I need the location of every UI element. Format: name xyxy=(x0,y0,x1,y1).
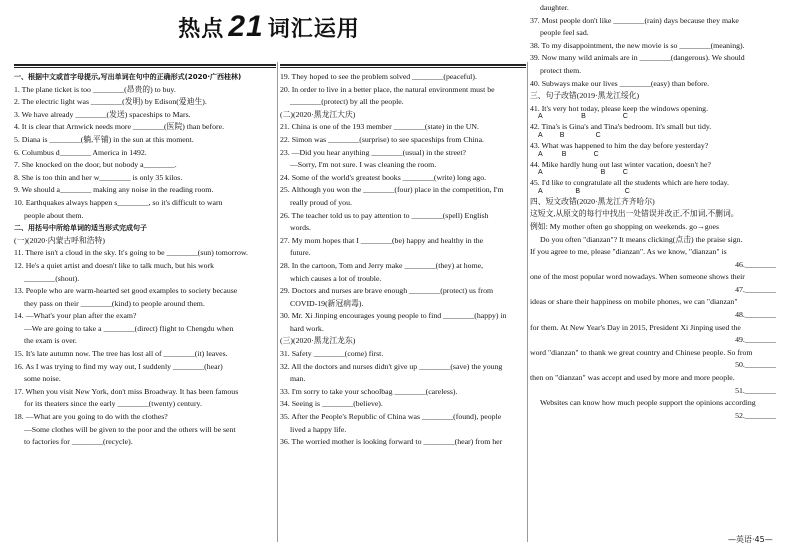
text-line: daughter. xyxy=(540,3,569,12)
text-line: 四、短文改错(2020·黑龙江齐齐哈尔) xyxy=(530,196,655,206)
text-line: then on "dianzan" was accept and used by more and more people. xyxy=(530,373,735,383)
text-line: 30. Mr. Xi Jinping encourages young people to find ________(happy) in xyxy=(280,311,507,321)
text-line: 47.________ xyxy=(735,284,776,294)
text-line: which causes a lot of trouble. xyxy=(290,273,382,283)
text-line: 38. To my disappointment, the new movie is so ________(meaning). xyxy=(530,40,745,50)
text-line: (一)(2020·内蒙古呼和浩特) xyxy=(14,235,105,245)
text-line: 50.________ xyxy=(735,360,776,370)
text-line: 32. All the doctors and nurses didn't give up ________(save) the young xyxy=(280,361,503,371)
text-line: 33. I'm sorry to take your schoolbag ________(careless). xyxy=(280,386,458,396)
text-line: 10. Earthquakes always happen s________, so it's difficult to warn xyxy=(14,197,223,207)
text-line: people about them. xyxy=(24,210,84,220)
text-line: 12. He's a quiet artist and doesn't like to talk much, but his work xyxy=(14,260,215,270)
text-line: 9. We should a________ making any noise in the reading room. xyxy=(14,185,214,195)
text-line: 1. The plane ticket is too ________(昂贵的) to buy. xyxy=(14,84,176,94)
text-line: —Some clothes will be given to the poor and the others will be sent xyxy=(24,424,236,434)
text-line: Do you often "dianzan"? It means clicking(点击) the praise sign. xyxy=(540,234,743,244)
text-line: 13. People who are warm-hearted set good examples to society because xyxy=(14,286,238,296)
text-line: 27. My mom hopes that I ________(be) happy and healthy in the xyxy=(280,235,484,245)
text-line: 例如: My mother often go shopping on weekends. go→goes xyxy=(530,221,720,231)
title-text: 词汇运用 xyxy=(267,17,360,42)
text-line: hard work. xyxy=(290,323,324,333)
text-line: 7. She knocked on the door, but nobody a________. xyxy=(14,160,177,170)
text-line: 16. As I was trying to find my way out, I suddenly ________(hear) xyxy=(14,361,223,371)
text-line: 34. Seeing is ________(believe). xyxy=(280,399,383,409)
text-line: lived a happy life. xyxy=(290,424,347,434)
text-line: 5. Diana is ________(躺,平铺) in the sun at this moment. xyxy=(14,134,194,144)
text-line: COVID-19(新冠病毒). xyxy=(290,298,364,308)
text-line: 20. In order to live in a better place, the natural environment must be xyxy=(280,84,495,94)
text-line: they pass on their ________(kind) to people around them. xyxy=(24,298,205,308)
text-line: protect them. xyxy=(540,65,582,75)
text-line: 26. The teacher told us to pay attention to ________(spell) English xyxy=(280,210,489,220)
option-letters: A B C xyxy=(538,131,601,139)
text-line: people feel sad. xyxy=(540,28,589,38)
title-rule xyxy=(280,64,526,66)
text-line: 39. Now many wild animals are in ________(dangerous). We should xyxy=(530,53,745,63)
section-heading: 二、用括号中所给单词的适当形式完成句子 xyxy=(14,224,147,233)
text-line: future. xyxy=(290,248,311,258)
text-line: 42. Tina's is Gina's and Tina's bedroom. It's small but tidy. xyxy=(530,122,712,132)
column-divider xyxy=(527,62,528,542)
section-heading: 一、根据中文或首字母提示,写出单词在句中的正确形式(2020·广西桂林) xyxy=(14,73,242,81)
text-line: 52.________ xyxy=(735,410,776,420)
text-line: 37. Most people don't like ________(rain) days because they make xyxy=(530,15,739,25)
text-line: ________(protect) by all the people. xyxy=(290,97,404,107)
option-letters: A B C xyxy=(538,187,630,195)
text-line: 36. The worried mother is looking forward to ________(hear) from her xyxy=(280,437,503,447)
text-line: 4. It is clear that Arnwick needs more ________(医院) than before. xyxy=(14,122,225,132)
text-line: 24. Some of the world's greatest books ________(write) long ago. xyxy=(280,172,487,182)
text-line: 44. Mike hardly hung out last winter vacation, doesn't he? xyxy=(530,159,711,169)
text-line: Websites can know how much people support the opinions according xyxy=(540,398,756,408)
text-line: 43. What was happened to him the day before yesterday? xyxy=(530,140,709,150)
text-line: 三、句子改错(2019·黑龙江绥化) xyxy=(530,91,640,101)
page-footer: —英语·45— xyxy=(728,535,773,544)
text-line: 48.________ xyxy=(735,310,776,320)
title-rule xyxy=(280,67,526,68)
text-line: for them. At New Year's Day in 2015, President Xi Jinping used the xyxy=(530,322,741,332)
option-letters: A B C xyxy=(538,169,628,177)
text-line: 3. We have already ________(发送) spaceships to Mars. xyxy=(14,109,191,119)
title-rule xyxy=(14,64,276,66)
text-line: 29. Doctors and nurses are brave enough ________(protect) us from xyxy=(280,286,494,296)
title-prefix: 热点 xyxy=(178,17,225,42)
text-line: 23. —Did you hear anything ________(usual) in the street? xyxy=(280,147,467,157)
text-line: ________(shout). xyxy=(24,273,80,283)
text-line: 45. I'd like to congratulate all the students which are here today. xyxy=(530,178,730,188)
column-divider xyxy=(277,62,278,542)
text-line: 17. When you visit New York, don't miss Broadway. It has been famous xyxy=(14,386,239,396)
text-line: 14. —What's your plan after the exam? xyxy=(14,311,137,321)
title-block xyxy=(14,0,524,58)
text-line: for its theaters since the early ________(twenty) century. xyxy=(24,399,202,409)
text-line: one of the most popular word nowadays. When someone shows their xyxy=(530,272,745,282)
text-line: 46.________ xyxy=(735,259,776,269)
text-line: 15. It's late autumn now. The tree has lost all of ________(it) leaves. xyxy=(14,349,228,359)
text-line: 2. The electric light was ________(发明) by Edison(爱迪生). xyxy=(14,97,207,107)
text-line: (三)(2020·黑龙江龙东) xyxy=(280,336,356,346)
text-line: —Sorry, I'm not sure. I was cleaning the room. xyxy=(290,160,437,170)
text-line: 8. She is too thin and her w________ is only 35 kilos. xyxy=(14,172,183,182)
text-line: —We are going to take a ________(direct) flight to Chengdu when xyxy=(24,323,234,333)
left-column xyxy=(14,0,276,553)
text-line: 19. They hoped to see the problem solved ________(peaceful). xyxy=(280,72,477,81)
text-line: man. xyxy=(290,374,306,384)
title-rule xyxy=(14,67,276,68)
text-line: 6. Columbus d________ America in 1492. xyxy=(14,147,147,157)
middle-column xyxy=(280,0,526,553)
text-line: 31. Safety ________(come) first. xyxy=(280,349,384,359)
option-letters: A B C xyxy=(538,113,628,121)
text-line: 22. Simon was ________(surprise) to see spaceships from China. xyxy=(280,134,484,144)
option-letters: A B C xyxy=(538,150,599,158)
text-line: 49.________ xyxy=(735,335,776,345)
title-number: 21 xyxy=(228,10,264,43)
text-line: words. xyxy=(290,223,312,233)
text-line: word "dianzan" to thank we great country and Chinese people. So from xyxy=(530,347,753,357)
text-line: really proud of you. xyxy=(290,197,352,207)
right-column xyxy=(530,0,782,553)
text-line: the exam is over. xyxy=(24,336,77,346)
text-line: 11. There isn't a cloud in the sky. It's going to be ________(sun) tomorrow. xyxy=(14,248,248,258)
text-line: some noise. xyxy=(24,374,61,384)
text-line: (二)(2020·黑龙江大庆) xyxy=(280,109,356,119)
text-line: 21. China is one of the 193 member ________(state) in the UN. xyxy=(280,122,479,132)
text-line: 51.________ xyxy=(735,385,776,395)
text-line: 这短文,从原文的每行中找出一处错误并改正,不加词,不删词。 xyxy=(530,209,739,219)
text-line: If you agree to me, please "dianzan". As we know, "dianzan" is xyxy=(530,247,727,257)
text-line: 40. Subways make our lives ________(easy) than before. xyxy=(530,78,710,88)
text-line: 28. In the cartoon, Tom and Jerry make ________(they) at home, xyxy=(280,260,484,270)
text-line: 25. Although you won the ________(four) place in the competition, I'm xyxy=(280,185,504,195)
text-line: 35. After the People's Republic of China was ________(found), people xyxy=(280,412,502,422)
page-title xyxy=(178,10,359,44)
text-line: 18. —What are you going to do with the clothes? xyxy=(14,412,168,422)
text-line: 41. It's very hot today, please keep the windows opening. xyxy=(530,103,709,113)
text-line: to factories for ________(recycle). xyxy=(24,437,133,447)
text-line: ideas or share their happiness on mobile phones, we can "dianzan" xyxy=(530,297,738,307)
